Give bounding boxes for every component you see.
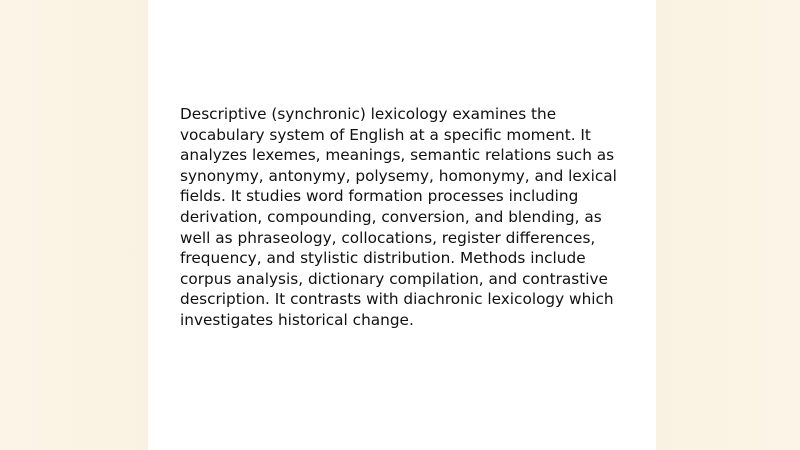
document-page: [148, 0, 656, 450]
body-paragraph: Descriptive (synchronic) lexicology examines the vocabulary system of English at a specific moment. It analyzes lexemes, meanings, semantic relations such as synonymy, antonymy, polysemy, homonymy, and lexical fields. It studies word formation processes including derivation, compounding, conversion, and blending, as well as phraseology, collocations, register differences, frequency, and stylistic distribution. Methods include corpus analysis, dictionary compilation, and contrastive description. It contrasts with diachronic lexicology which investigates historical change.: [180, 105, 617, 329]
left-margin: [0, 0, 148, 450]
right-margin: [656, 0, 800, 450]
